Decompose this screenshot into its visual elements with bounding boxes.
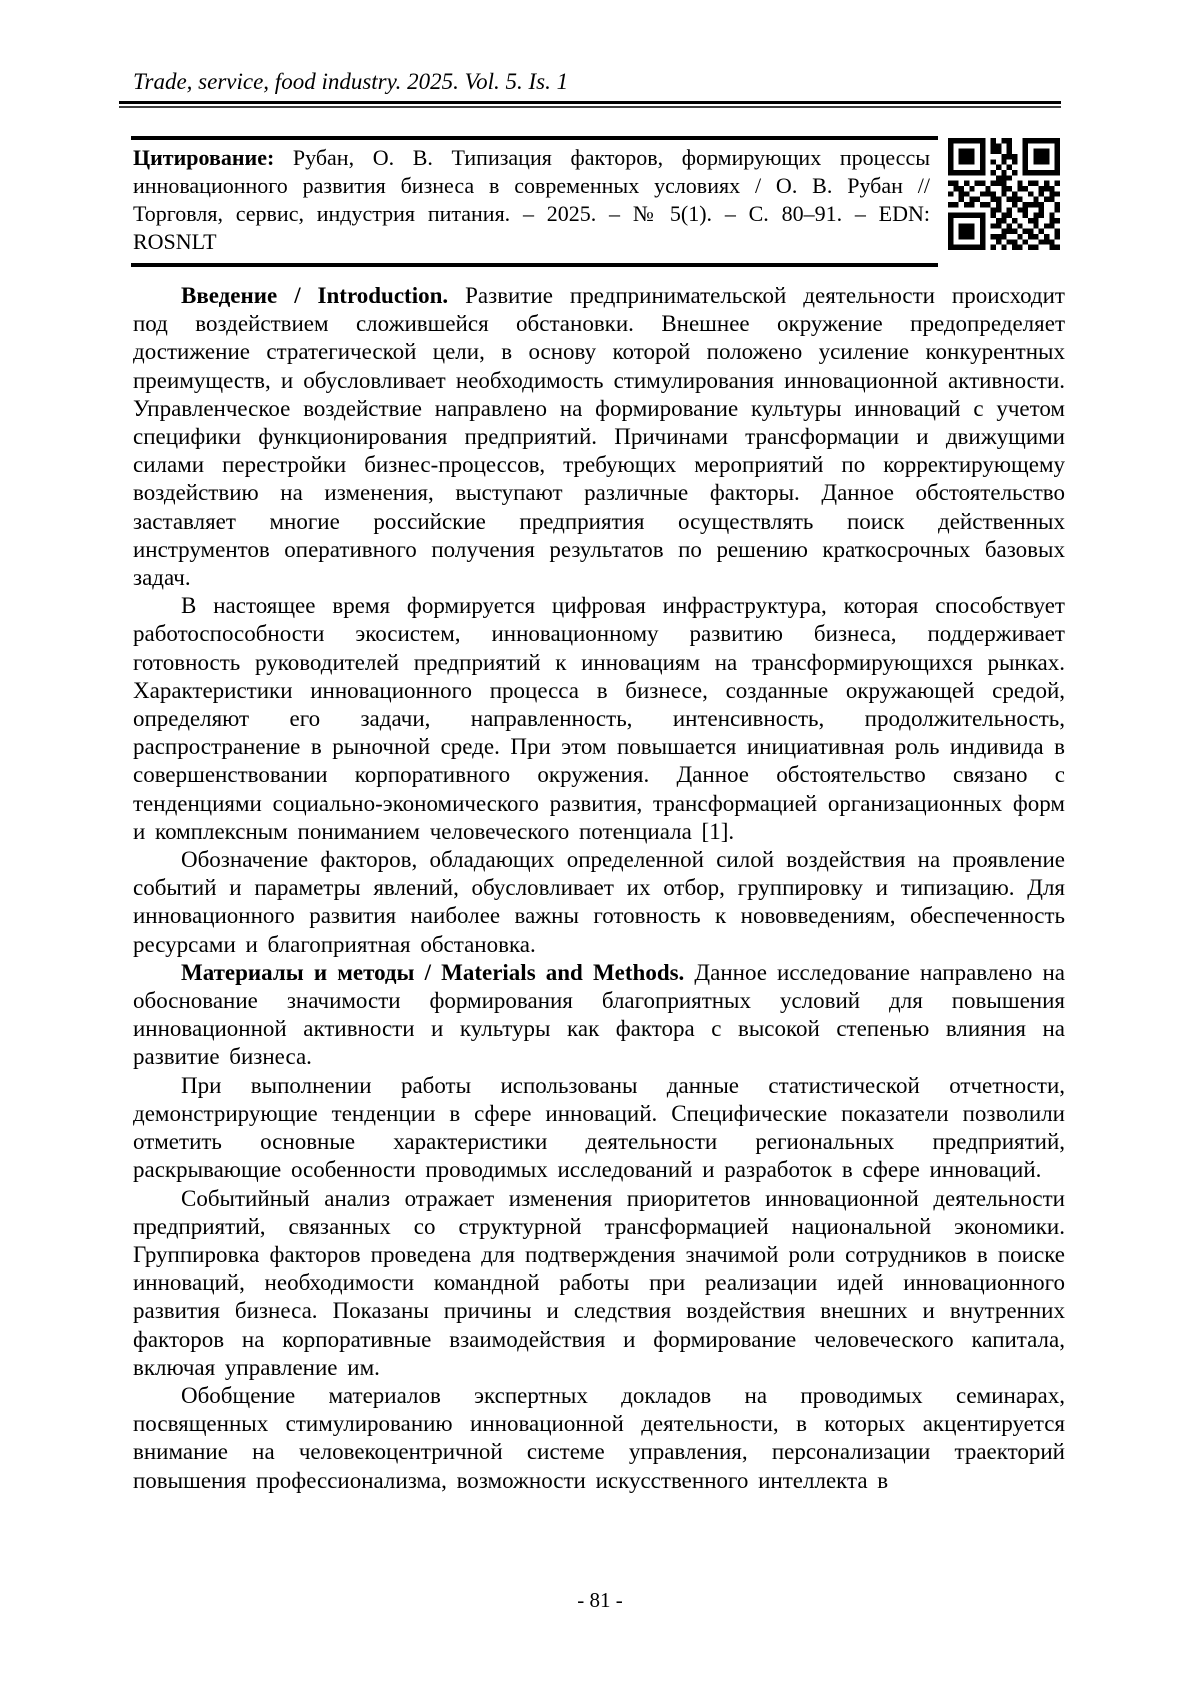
paragraph	[133, 1185, 1065, 1382]
paragraph	[133, 959, 1065, 1072]
paragraph-text: Событийный анализ отражает изменения приоритетов инновационной деятельности предприятий, связанных со структурной трансформацией национальной экономики. Группировка факторов проведена для подтверждения значимой роли сотрудников в поиске инноваций, необходимости командной работы при реализации идей инновационного развития бизнеса. Показаны причины и следствия воздействия внешних и внутренних факторов на корпоративные взаимодействия и формирование человеческого капитала, включая управление им.	[133, 1185, 1065, 1380]
citation-block	[131, 136, 938, 267]
paragraph-text: В настоящее время формируется цифровая инфраструктура, которая способствует работоспособности экосистем, инновационному развитию бизнеса, поддерживает готовность руководителей предприятий к инновациям на трансформирующихся рынках. Характеристики инновационного процесса в бизнесе, созданные окружающей средой, определяют его задачи, направленность, интенсивность, продолжительность, распространение в рыночной среде. При этом повышается инициативная роль индивида в совершенствовании корпоративного окружения. Данное обстоятельство связано с тенденциями социально-экономического развития, трансформацией организационных форм и комплексным пониманием человеческого потенциала [1].	[133, 593, 1065, 844]
paragraph	[133, 846, 1065, 959]
paragraph-text: Развитие предпринимательской деятельности происходит под воздействием сложившейся обстановки. Внешнее окружение предопределяет достижение стратегической цели, в основу которой положено усиление конкурентных преимуществ, и обусловливает необходимость стимулирования инновационной активности. Управленческое воздействие направлено на формирование культуры инноваций с учетом специфики функционирования предприятий. Причинами трансформации и движущими силами перестройки бизнес-процессов, требующих мероприятий по корректирующему воздействию на изменения, выступают различные факторы. Данное обстоятельство заставляет многие российские предприятия осуществлять поиск действенных инструментов оперативного получения результатов по решению краткосрочных базовых задач.	[133, 283, 1065, 591]
paragraph	[133, 1072, 1065, 1185]
paragraph	[133, 282, 1065, 592]
qr-code-icon	[948, 138, 1060, 250]
page-number: - 81 -	[577, 1588, 623, 1612]
paragraph-text: Обозначение факторов, обладающих определенной силой воздействия на проявление событий и параметры явлений, обусловливает их отбор, группировку и типизацию. Для инновационного развития наиболее важны готовность к нововведениям, обеспеченность ресурсами и благоприятная обстановка.	[133, 847, 1065, 957]
paragraph-text: При выполнении работы использованы данные статистической отчетности, демонстрирующие тенденции в сфере инноваций. Специфические показатели позволили отметить основные характеристики деятельности региональных предприятий, раскрывающие особенности проводимых исследований и разработок в сфере инноваций.	[133, 1072, 1065, 1183]
section-heading: Материалы и методы / Materials and Methods.	[181, 959, 685, 985]
section-heading: Введение / Introduction.	[181, 283, 449, 308]
paragraph-text: Обобщение материалов экспертных докладов на проводимых семинарах, посвященных стимулированию инновационной деятельности, в которых акцентируется внимание на человекоцентричной системе управления, персонализации траекторий повышения профессионализма, возможности искусственного интеллекта в	[133, 1382, 1065, 1493]
article-body	[133, 282, 1065, 1495]
paragraph-text: Данное исследование направлено на обоснование значимости формирования благоприятных условий для повышения инновационной активности и культуры как фактора с высокой степенью влияния на развитие бизнеса.	[133, 959, 1065, 1070]
citation-text: Рубан, О. В. Типизация факторов, формирующих процессы инновационного развития бизнеса в современных условиях / О. В. Рубан // Торговля, сервис, индустрия питания. – 2025. – № 5(1). – С. 80–91. – EDN: ROSNLT	[133, 145, 930, 254]
paragraph	[133, 592, 1065, 846]
header-double-rule	[119, 101, 1061, 108]
journal-running-title: Trade, service, food industry. 2025. Vol. 5. Is. 1	[133, 69, 569, 94]
paragraph	[133, 1382, 1065, 1495]
citation-label: Цитирование:	[133, 145, 275, 170]
